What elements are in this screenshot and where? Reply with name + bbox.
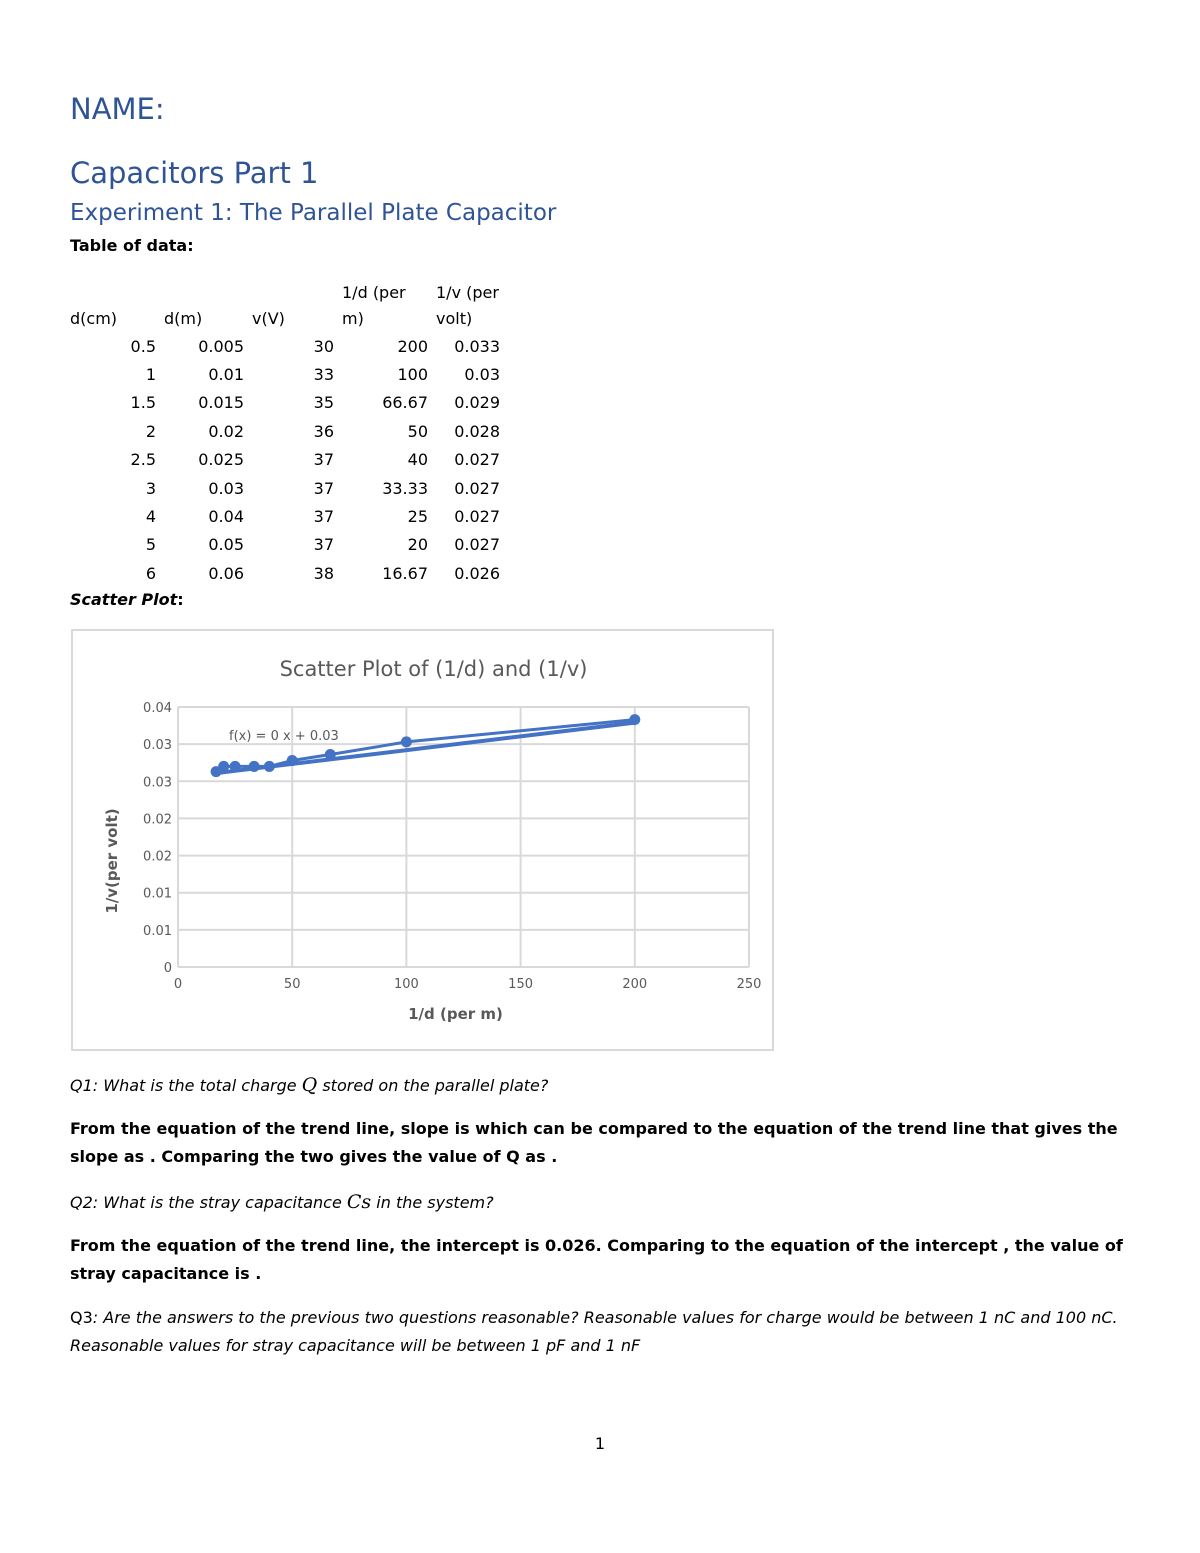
column-header: d(m) bbox=[164, 309, 203, 328]
question-2-label: Q2 bbox=[70, 1193, 93, 1212]
table-cell: 0.025 bbox=[198, 450, 244, 470]
table-cell: 1 bbox=[145, 365, 156, 385]
x-axis-label: 1/d (per m) bbox=[408, 1005, 503, 1023]
table-cell: 0.06 bbox=[208, 563, 244, 583]
table-cell: 0.03 bbox=[464, 365, 500, 385]
table-cell: 37 bbox=[313, 478, 334, 498]
scatter-chart bbox=[71, 629, 774, 1051]
data-point bbox=[264, 761, 275, 772]
table-cell: 16.67 bbox=[382, 563, 428, 583]
scatter-label bbox=[70, 590, 184, 609]
y-tick-label: 0.01 bbox=[143, 886, 172, 902]
trendline-equation: f(x) = 0 x + 0.03 bbox=[229, 729, 339, 744]
data-point bbox=[401, 736, 412, 747]
table-cell: 37 bbox=[313, 507, 334, 527]
table-cell: 36 bbox=[313, 421, 334, 441]
x-tick-label: 0 bbox=[173, 977, 183, 992]
column-header: 1/v (per volt) bbox=[436, 283, 499, 328]
table-cell: 0.026 bbox=[454, 563, 500, 583]
scatter-label-text: Scatter Plot bbox=[70, 590, 178, 609]
table-cell: 6 bbox=[145, 563, 156, 583]
table-cell: 0.029 bbox=[454, 393, 500, 413]
table-cell: 20 bbox=[407, 535, 428, 555]
question-3-text: : Are the answers to the previous two questions reasonable? Reasonable values for charge would be between 1 nC and 100 nC. Reasonable values for stray capacitance will be between 1 pF and 1 nF bbox=[70, 1308, 1118, 1355]
table-row bbox=[66, 332, 504, 360]
table-cell: 0.027 bbox=[454, 507, 500, 527]
table-cell: 40 bbox=[407, 450, 428, 470]
y-tick-label: 0.03 bbox=[143, 738, 172, 754]
y-tick-label: 0 bbox=[163, 961, 172, 976]
table-cell: 0.03 bbox=[208, 478, 244, 498]
question-1-text: : What is the total charge bbox=[92, 1076, 302, 1095]
table-row bbox=[66, 360, 504, 388]
table-cell: 3 bbox=[145, 478, 156, 498]
table-cell: 33.33 bbox=[382, 478, 428, 498]
answer-1: From the equation of the trend line, slope is which can be compared to the equation of the trend line that gives the slope as . Comparing the two gives the value of Q as . bbox=[70, 1119, 1118, 1166]
y-axis-label: 1/v(per volt) bbox=[103, 808, 121, 914]
table-header-row bbox=[66, 276, 504, 332]
table-cell: 2.5 bbox=[130, 450, 156, 470]
table-label: Table of data: bbox=[70, 236, 194, 255]
table-cell: 37 bbox=[313, 450, 334, 470]
y-tick-label: 0.02 bbox=[143, 812, 172, 828]
table-cell: 4 bbox=[145, 507, 156, 527]
question-2-symbol: Cs bbox=[346, 1191, 372, 1213]
table-cell: 100 bbox=[397, 365, 428, 385]
experiment-heading: Experiment 1: The Parallel Plate Capacitor bbox=[70, 200, 557, 226]
answer-2: From the equation of the trend line, the intercept is 0.026. Comparing to the equation of the intercept , the value of stray capacitance is . bbox=[70, 1236, 1123, 1283]
y-tick-label: 0.04 bbox=[143, 701, 172, 716]
x-tick-label: 50 bbox=[283, 977, 301, 992]
x-tick-label: 250 bbox=[736, 977, 762, 992]
table-row bbox=[66, 446, 504, 474]
data-point bbox=[230, 761, 241, 772]
table-cell: 50 bbox=[407, 421, 428, 441]
question-2-text-end: in the system? bbox=[371, 1193, 494, 1212]
table-cell: 38 bbox=[313, 563, 334, 583]
table-cell: 37 bbox=[313, 535, 334, 555]
table-row bbox=[66, 531, 504, 559]
table-cell: 0.01 bbox=[208, 365, 244, 385]
data-point bbox=[629, 714, 640, 725]
data-point bbox=[211, 766, 222, 777]
table-cell: 0.04 bbox=[208, 507, 244, 527]
question-1-symbol: Q bbox=[301, 1074, 318, 1096]
table-cell: 0.033 bbox=[454, 336, 500, 356]
column-header: 1/d (per m) bbox=[342, 283, 406, 328]
table-cell: 66.67 bbox=[382, 393, 428, 413]
x-tick-label: 150 bbox=[508, 977, 534, 992]
table-cell: 0.028 bbox=[454, 421, 500, 441]
page-number: 1 bbox=[594, 1434, 606, 1453]
table-cell: 0.5 bbox=[130, 336, 156, 356]
table-cell: 0.027 bbox=[454, 478, 500, 498]
column-header: v(V) bbox=[252, 309, 285, 328]
x-tick-label: 200 bbox=[622, 977, 648, 992]
table-cell: 0.027 bbox=[454, 450, 500, 470]
chart-title: Scatter Plot of (1/d) and (1/v) bbox=[279, 657, 588, 681]
y-tick-label: 0.03 bbox=[143, 775, 172, 791]
table-row bbox=[66, 474, 504, 502]
page-title: Capacitors Part 1 bbox=[70, 156, 319, 190]
table-cell: 2 bbox=[145, 421, 156, 441]
table-cell: 33 bbox=[313, 365, 334, 385]
name-heading: NAME: bbox=[70, 92, 165, 126]
table-cell: 0.05 bbox=[208, 535, 244, 555]
data-point bbox=[249, 761, 260, 772]
data-table bbox=[66, 276, 504, 588]
y-tick-label: 0.01 bbox=[143, 923, 172, 939]
data-point bbox=[287, 755, 298, 766]
table-cell: 1.5 bbox=[130, 393, 156, 413]
table-cell: 25 bbox=[407, 507, 428, 527]
series-line bbox=[216, 720, 635, 772]
table-row bbox=[66, 389, 504, 417]
table-row bbox=[66, 502, 504, 530]
question-3 bbox=[70, 1304, 1140, 1360]
table-cell: 0.005 bbox=[198, 336, 244, 356]
table-cell: 0.02 bbox=[208, 421, 244, 441]
table-row bbox=[66, 559, 504, 587]
table-cell: 200 bbox=[397, 336, 428, 356]
table-cell: 35 bbox=[313, 393, 334, 413]
y-tick-label: 0.02 bbox=[143, 849, 172, 865]
question-1-text-end: stored on the parallel plate? bbox=[317, 1076, 549, 1095]
question-2 bbox=[70, 1188, 1140, 1217]
table-cell: 0.015 bbox=[198, 393, 244, 413]
scatter-chart-svg bbox=[73, 631, 772, 1049]
table-cell: 0.027 bbox=[454, 535, 500, 555]
x-tick-label: 100 bbox=[393, 977, 419, 992]
table-cell: 30 bbox=[313, 336, 334, 356]
table-cell: 5 bbox=[145, 535, 156, 555]
question-2-text: : What is the stray capacitance bbox=[92, 1193, 347, 1212]
scatter-label-colon: : bbox=[177, 590, 184, 609]
question-1 bbox=[70, 1071, 1140, 1100]
table-row bbox=[66, 417, 504, 445]
question-1-label: Q1 bbox=[70, 1076, 93, 1095]
column-header: d(cm) bbox=[70, 309, 118, 328]
data-point bbox=[325, 749, 336, 760]
question-3-label: Q3 bbox=[70, 1308, 93, 1327]
